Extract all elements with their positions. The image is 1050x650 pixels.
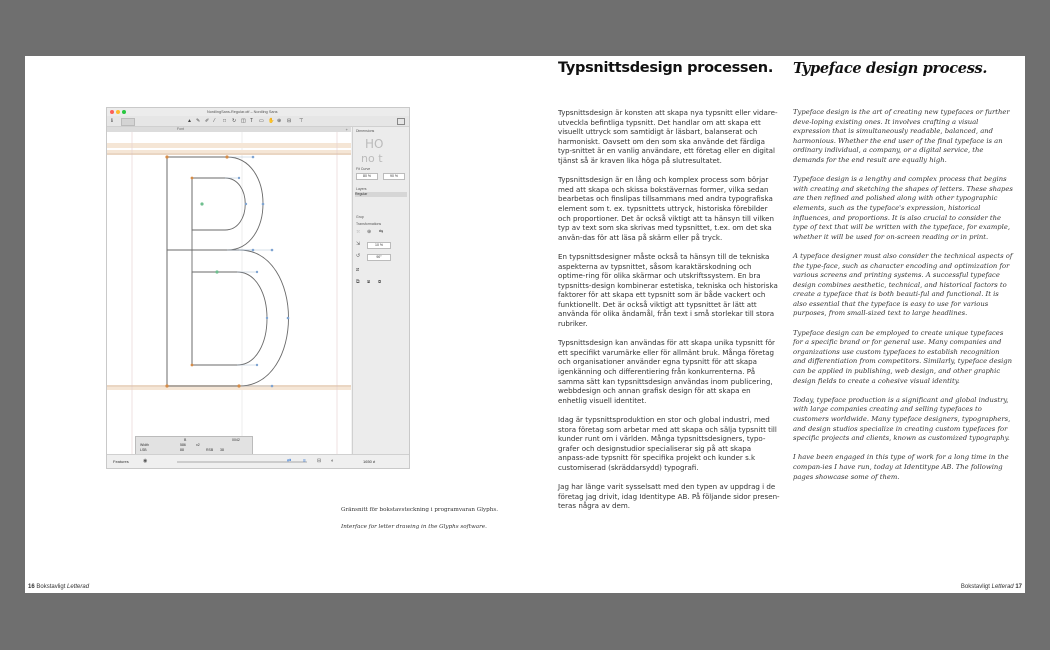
caption-swedish: Gränsnitt för bokstavsteckning i programvaran Glyphs. xyxy=(341,507,498,513)
scale-icon[interactable]: ⇲ xyxy=(356,241,361,247)
folio-left-title: Bokstavligt xyxy=(36,584,66,590)
scale-tool-icon[interactable]: ◫ xyxy=(241,118,246,124)
layers-toggle-icon[interactable]: ⊟ xyxy=(317,458,322,464)
rotate-tool-icon[interactable]: ↻ xyxy=(232,118,237,124)
english-paragraph: Typeface design is the art of creating new typefaces or further deve-loping existing ones. It involves crafting a visual expression that is simultaneously readable, balanced, and harmonious. Whether the end user of the final typeface is an ordinary individual, a company, or a digital service, the demands for the end result are equally high. xyxy=(793,108,1010,164)
lsb-field[interactable]: 88 xyxy=(180,448,184,452)
align-left-icon[interactable]: ≡ xyxy=(303,458,306,464)
flip-icon[interactable]: ⇆ xyxy=(379,229,384,235)
features-label[interactable]: Features xyxy=(113,459,129,464)
swedish-paragraph: En typsnittsdesigner måste också ta hänsyn till de tekniska aspekterna av typsnittet, såsom karaktärskodning och optime-ring för olika skärmar och utskriftssystem. En bra typsnitts-design kombinerar estetiska, tekniska och historiska faktorer för att skapa ett typsnitt som är både vackert och funktionellt. Det är också viktigt att typsnittet är lätt att använda för olika ändamål, från text i små storlekar till stora rubriker. xyxy=(558,251,778,329)
layer-item-regular[interactable]: Regular xyxy=(355,192,407,197)
metrics-extra-label: x2 xyxy=(196,443,200,447)
book-spread xyxy=(25,56,1025,593)
rotate-icon[interactable]: ↺ xyxy=(356,253,361,259)
swedish-paragraph: Jag har länge varit sysselsatt med den typen av uppdrag i de företag jag drivit, idag Identitype AB. På följande sidor presen-teras några av dem. xyxy=(558,482,780,511)
english-paragraph: Typeface design can be employed to create unique typefaces for a specific brand or for general use. Many companies and organizations use custom typefaces to establish recognition and differentiation from competitors. Similarly, typeface design can be applied in publishing, web design, and other graphic design fields to create a cohesive visual identity. xyxy=(793,328,1013,385)
swedish-paragraph: Typsnittsdesign kan användas för att skapa unika typsnitt för ett specifikt varumärke eller för allmänt bruk. Många företag och organisationer använder egna typsnitt för att skapa igenkänning och differentiering från konkurrenterna. På samma sätt kan typsnittsdesign användas inom publicering, webbdesign och annan grafisk design för att skapa en enhetlig visuell identitet. xyxy=(558,338,775,405)
origin-target-icon[interactable]: ⊕ xyxy=(367,229,372,235)
sidebar-tool-icon[interactable]: ⊤ xyxy=(299,118,304,124)
hint-preview-bottom: no t xyxy=(361,152,383,165)
scale-field[interactable]: 10 % xyxy=(367,242,391,249)
lsb-label: LSB xyxy=(140,448,147,452)
english-paragraph: A typeface designer must also consider the technical aspects of the type-face, such as character encoding and optimization for various screens and printing systems. A successful typeface design combines aesthetic, technical, and historical factors to create a typeface that is both beauti-ful and functional. It is also essential that the typeface is easy to use for various purposes, from small-sized text to large headlines. xyxy=(793,251,1013,318)
boolean-union-icon[interactable]: ⧉ xyxy=(356,279,360,285)
pen-tool-icon[interactable]: ✎ xyxy=(196,118,201,124)
knife-tool-icon[interactable]: ⁄ xyxy=(214,118,215,124)
cap-height-band xyxy=(107,143,351,148)
slant-icon[interactable]: ⧄ xyxy=(356,267,360,273)
fit-curve-min-field[interactable]: 80 % xyxy=(356,173,378,180)
page-number-left: 16 xyxy=(28,584,35,590)
glyph-b-outline[interactable] xyxy=(167,157,289,386)
glyph-outline-drawing xyxy=(107,132,351,454)
close-window-icon[interactable] xyxy=(110,110,114,114)
rsb-label: RSB xyxy=(206,448,214,452)
text-tool-icon[interactable]: T xyxy=(250,118,254,124)
transformations-label: Transformations xyxy=(356,222,382,226)
hint-preview-top: HO xyxy=(365,137,384,151)
swedish-paragraph: Typsnittsdesign är konsten att skapa nya typsnitt eller vidare-utveckla befintliga typsnitt. Det handlar om att skapa ett visuellt uttryck som samtidigt är läsbart, balanserat och harmoniskt. Oavsett om den som ska använde det färdiga typ-snittet är en vanlig användare, ett företag eller en digital tjänst så är kraven lika höga på slutresultatet. xyxy=(558,108,778,165)
zoom-tool-icon[interactable]: ⊕ xyxy=(277,118,282,124)
hand-tool-icon[interactable]: ✋ xyxy=(268,118,275,124)
panel-toggle-icon[interactable] xyxy=(397,118,405,125)
folio-right-title: Bokstavligt xyxy=(960,584,990,590)
dimensions-label: Dimensions xyxy=(356,129,375,133)
folio-left-subtitle: Letterad xyxy=(67,584,90,590)
width-field[interactable]: 586 xyxy=(180,443,186,447)
metrics-palette xyxy=(135,436,253,456)
rectangle-tool-icon[interactable]: □ xyxy=(223,118,227,124)
window-title: NordlingSans-Regular.otf – Nordling Sans xyxy=(207,110,278,114)
swedish-title: Typsnittsdesign processen. xyxy=(558,60,774,76)
toolbar xyxy=(107,116,409,127)
selection-tool-icon[interactable]: ▲ xyxy=(187,118,192,124)
folio-left xyxy=(28,584,89,590)
layers-label: Layers xyxy=(356,187,367,191)
rotate-field[interactable]: 90° xyxy=(367,254,391,261)
fit-curve-max-field[interactable]: 90 % xyxy=(383,173,405,180)
rsb-field[interactable]: 38 xyxy=(220,448,224,452)
swedish-body xyxy=(558,108,780,521)
unicode-label: 0042 xyxy=(232,438,240,442)
zoom-window-icon[interactable] xyxy=(122,110,126,114)
measurement-tool-icon[interactable]: ⊟ xyxy=(287,118,292,124)
folio-right xyxy=(961,584,1022,590)
pencil-tool-icon[interactable]: ✐ xyxy=(205,118,210,124)
boolean-intersect-icon[interactable]: ⧇ xyxy=(378,279,382,285)
english-paragraph: Today, typeface production is a significant and global industry, with large companies creating and selling typefaces to customers worldwide. Many typeface designers, typographers, and design studios specialize in creating custom typefaces for specific projects and clients, known as customized typography. xyxy=(793,395,1011,443)
window-titlebar xyxy=(107,108,409,116)
english-body xyxy=(793,108,1013,492)
width-label: Width xyxy=(140,443,149,447)
add-tab-icon[interactable]: + xyxy=(345,127,348,132)
view-toggle-icon[interactable] xyxy=(121,118,135,126)
status-bar xyxy=(107,454,409,469)
text-direction-icon[interactable]: ⇄ xyxy=(287,458,292,464)
minimize-window-icon[interactable] xyxy=(116,110,120,114)
page-number-right: 17 xyxy=(1015,584,1022,590)
folio-right-subtitle: Letterad xyxy=(991,584,1014,590)
fit-curve-label: Fit Curve xyxy=(356,167,371,171)
fill-preview-icon[interactable]: ◐ xyxy=(331,458,335,464)
swedish-paragraph: Typsnittsdesign är en lång och komplex process som börjar med att skapa och skissa bokstävernas former, vilka sedan bearbetas och finslipas tillsammans med andra typografiska element som t. ex. typsnittets uttryck, historiska förebilder och proportioner. Det är också viktigt att ta hänsyn till vilken typ av text som ska skrivas med typsnittet, t.ex. om det ska använ-das för att läsa på skärm eller på tryck. xyxy=(558,175,775,242)
english-paragraph: I have been engaged in this type of work for a long time in the compan-ies I have run, today at Identitype AB. The following pages showcase some of them. xyxy=(793,453,1009,481)
english-paragraph: Typeface design is a lengthy and complex process that begins with creating and sketching the shapes of letters. These shapes are then refined and polished along with other typographic elements, such as the typeface's expression, historical influences, and proportions. It is also crucial to consider the type of text that will be written with the typeface, for example, whether it will be used for on-screen reading or in print. xyxy=(793,175,1013,241)
preview-eye-icon[interactable]: ◉ xyxy=(143,458,148,464)
caption-english: Interface for letter drawing in the Glyphs software. xyxy=(341,524,487,530)
align-grid-icon[interactable]: ⁙ xyxy=(356,229,361,235)
tab-font[interactable]: Font xyxy=(177,127,185,131)
boolean-subtract-icon[interactable]: ⧈ xyxy=(367,279,371,285)
glyph-name-label: B xyxy=(184,438,187,442)
glyph-edit-canvas[interactable] xyxy=(107,132,351,454)
inspector-panel xyxy=(352,127,410,454)
swedish-paragraph: Idag är typsnittsproduktion en stor och global industri, med stora företag som arbetar med att skapa och sälja typsnitt till kunder runt om i världen. Många typsnittsdesigners, typo-grafer och designstudior specialiserar sig på att skapa anpass-ade typsnitt för specifika projekt och kunder s.k customiserad (skräddarsydd) typografi. xyxy=(558,415,777,472)
group-label: Grup xyxy=(356,215,364,219)
zoom-value[interactable]: 1650 ≠ xyxy=(363,459,376,464)
annotation-tool-icon[interactable]: ▭ xyxy=(259,118,264,124)
english-title: Typeface design process. xyxy=(793,60,988,77)
info-icon[interactable]: ℹ xyxy=(111,118,113,124)
glyphs-app-screenshot xyxy=(106,107,410,469)
